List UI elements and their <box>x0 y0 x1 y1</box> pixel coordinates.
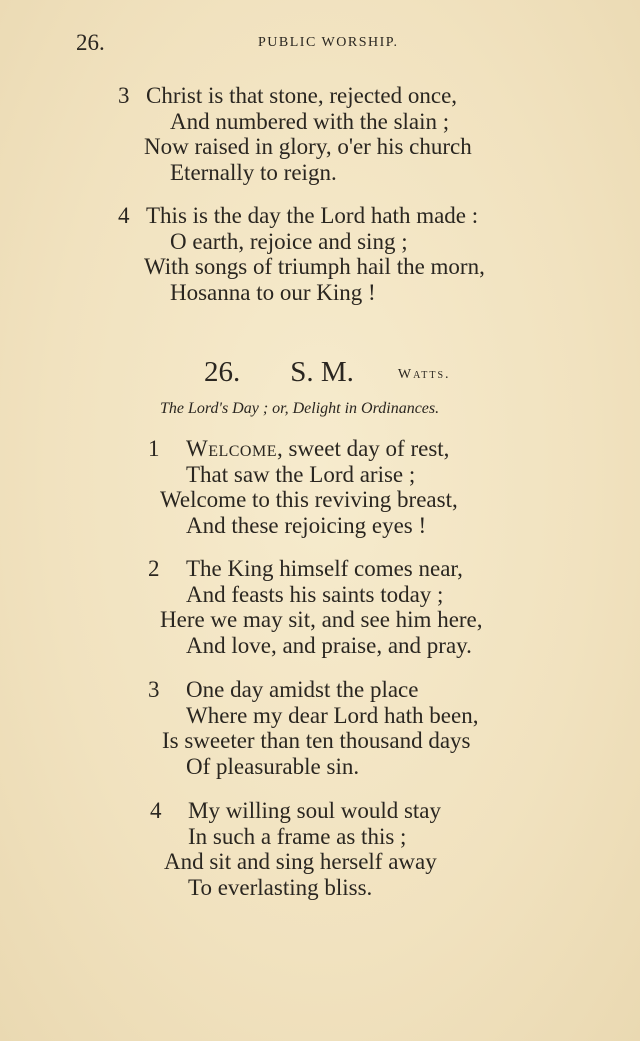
verse-line: Christ is that stone, rejected once, <box>146 83 458 108</box>
verse-line: Where my dear Lord hath been, <box>186 702 479 728</box>
verse-line: Hosanna to our King ! <box>170 279 376 305</box>
stanza-number: 2 <box>148 556 160 581</box>
verse-line: And feasts his saints today ; <box>186 581 444 607</box>
verse-line: This is the day the Lord hath made : <box>146 203 479 228</box>
verse-line: Eternally to reign. <box>170 159 337 185</box>
verse-line: That saw the Lord arise ; <box>186 461 416 487</box>
hymn-stanza-3 <box>148 677 478 779</box>
verse-line: And love, and praise, and pray. <box>186 632 472 658</box>
verse-line: Here we may sit, and see him here, <box>160 607 483 632</box>
verse-first-word: Welcome <box>186 436 277 461</box>
hymn-number: 26. <box>204 356 241 388</box>
stanza-number: 4 <box>118 203 130 228</box>
hymn-subtitle: The Lord's Day ; or, Delight in Ordinances. <box>160 400 440 417</box>
verse-line: And these rejoicing eyes ! <box>186 512 427 538</box>
hymn-author: Watts. <box>397 367 451 382</box>
verse-line: My willing soul would stay <box>188 798 442 823</box>
verse-line: One day amidst the place <box>186 677 419 702</box>
stanza-number: 4 <box>150 798 162 823</box>
verse-line: To everlasting bliss. <box>188 874 373 900</box>
hymn-stanza-1 <box>148 436 458 538</box>
verse-line: Is sweeter than ten thousand days <box>162 728 471 753</box>
verse-line: O earth, rejoice and sing ; <box>170 228 408 254</box>
stanza-number: 3 <box>148 677 160 702</box>
verse-line: And numbered with the slain ; <box>170 108 450 134</box>
stanza-number: 3 <box>118 83 130 108</box>
prev-stanza-4 <box>118 203 485 305</box>
verse-line: Of pleasurable sin. <box>186 753 360 779</box>
running-title: PUBLIC WORSHIP. <box>258 35 399 50</box>
verse-line: With songs of triumph hail the morn, <box>144 254 485 279</box>
hymn-stanza-4 <box>150 798 441 900</box>
verse-line: Now raised in glory, o'er his church <box>144 134 472 159</box>
page-number: 26. <box>76 30 105 55</box>
verse-line: And sit and sing herself away <box>164 849 437 874</box>
verse-line: , sweet day of rest, <box>276 436 450 461</box>
stanza-number: 1 <box>148 436 160 461</box>
hymn-stanza-2 <box>148 556 483 658</box>
verse-line: The King himself comes near, <box>186 556 463 581</box>
hymn-meter: S. M. <box>290 356 354 388</box>
hymn-heading <box>204 356 451 389</box>
verse-line: In such a frame as this ; <box>188 823 407 849</box>
prev-stanza-3 <box>118 83 472 185</box>
verse-line: Welcome to this reviving breast, <box>160 487 458 512</box>
